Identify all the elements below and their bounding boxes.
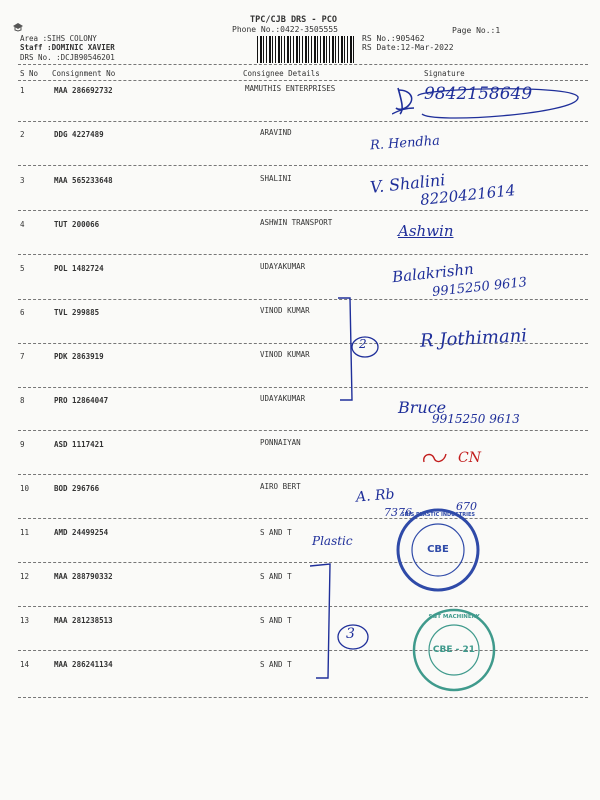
col-header-signature: Signature [424, 69, 465, 78]
divider [18, 387, 588, 388]
signature-phone: 9915250 9613 [432, 412, 520, 426]
signature-name: Balakrishn [391, 259, 475, 287]
divider [18, 697, 588, 698]
area-label: Area :SIHS COLONY [20, 34, 97, 43]
row-consignment: MAA 565233648 [54, 176, 113, 185]
row-consignment: TUT 200066 [54, 220, 100, 229]
signature-phone: 9915250 9613 [431, 275, 528, 300]
row-consignment: MAA 286692732 [54, 86, 113, 95]
divider [18, 254, 588, 255]
row-sno: 8 [20, 396, 25, 405]
row-sno: 3 [20, 176, 25, 185]
row-sno: 4 [20, 220, 25, 229]
row-consignee: VINOD KUMAR [260, 306, 310, 315]
row-consignee: S AND T [260, 572, 292, 581]
row-consignment: BOD 296766 [54, 484, 100, 493]
document-title: TPC/CJB DRS - PCO [250, 15, 337, 25]
stamp-ring-text: S&T MACHINERY [428, 614, 480, 620]
row-consignment: PRO 12864047 [54, 396, 109, 405]
row-sno: 5 [20, 264, 25, 273]
row-sno: 6 [20, 308, 25, 317]
divider [18, 165, 588, 166]
signature-phone: 670 [456, 500, 477, 513]
rs-date: RS Date:12-Mar-2022 [362, 43, 454, 52]
signature-name: V. Shalini [369, 170, 447, 197]
divider [18, 430, 588, 431]
signature-name: Ashwin [398, 222, 454, 240]
divider [18, 299, 588, 300]
row-consignment: MAA 288790332 [54, 572, 113, 581]
row-sno: 10 [20, 484, 30, 493]
col-header-consignment: Consignment No [52, 69, 116, 78]
row-consignment: AMD 24499254 [54, 528, 109, 537]
signature-phone: 7376 [384, 506, 412, 519]
row-consignee: UDAYAKUMAR [260, 262, 306, 271]
row-consignment: POL 1482724 [54, 264, 104, 273]
row-consignment: PDK 2863919 [54, 352, 104, 361]
divider [18, 562, 588, 563]
signature-name: Bruce [398, 398, 447, 417]
signature-scribble [420, 450, 450, 468]
signature-name: A. Rb [355, 486, 396, 506]
stamp-ring-text: SIHS PLASTIC INDUSTRIES [401, 512, 475, 518]
row-consignee: SHALINI [260, 174, 292, 183]
divider [18, 210, 588, 211]
divider [18, 474, 588, 475]
phone-number: Phone No.:0422-3505555 [232, 25, 338, 34]
divider [18, 606, 588, 607]
divider [18, 650, 588, 651]
row-sno: 1 [20, 86, 25, 95]
row-consignment: MAA 281238513 [54, 616, 113, 625]
page-number: Page No.:1 [452, 26, 501, 35]
rs-number: RS No.:905462 [362, 34, 425, 43]
staff-label: Staff :DOMINIC XAVIER [20, 43, 115, 52]
row-consignee: S AND T [260, 528, 292, 537]
row-consignee: S AND T [260, 616, 292, 625]
row-consignee: ASHWIN TRANSPORT [260, 218, 333, 227]
barcode [257, 36, 354, 63]
divider [18, 80, 588, 81]
row-consignment: MAA 286241134 [54, 660, 113, 669]
row-sno: 11 [20, 528, 30, 537]
signature-name: R Jothimani [419, 325, 528, 352]
row-consignee: S AND T [260, 660, 292, 669]
company-stamp [412, 608, 496, 692]
company-stamp [396, 508, 480, 592]
stamp-text: CBE [427, 544, 449, 555]
signature-name: CN [458, 450, 481, 466]
signature-phone: 8220421614 [419, 181, 517, 209]
signature-phone: 9842158649 [424, 84, 533, 104]
row-sno: 13 [20, 616, 30, 625]
row-consignee: MAMUTHIS ENTERPRISES [245, 84, 336, 93]
signature-name: R. Hendha [369, 133, 441, 154]
drs-number: DRS No. :DCJB90546201 [20, 53, 115, 62]
row-sno: 9 [20, 440, 25, 449]
count-mark: 2 [359, 337, 367, 351]
row-consignee: UDAYAKUMAR [260, 394, 306, 403]
row-sno: 2 [20, 130, 25, 139]
row-consignment: TVL 299885 [54, 308, 100, 317]
row-consignee: VINOD KUMAR [260, 350, 310, 359]
handwritten-note: Plastic [312, 534, 353, 548]
stamp-text: CBE - 21 [432, 645, 476, 655]
divider [18, 518, 588, 519]
row-consignee: AIRO BERT [260, 482, 301, 491]
col-header-consignee: Consignee Details [243, 69, 320, 78]
row-sno: 12 [20, 572, 30, 581]
row-sno: 14 [20, 660, 30, 669]
bracket-mark [310, 562, 340, 680]
row-consignee: ARAVIND [260, 128, 292, 137]
count-mark: 3 [346, 626, 355, 642]
row-consignment: DDG 4227489 [54, 130, 104, 139]
row-consignee: PONNAIYAN [260, 438, 301, 447]
row-consignment: ASD 1117421 [54, 440, 104, 449]
divider [18, 64, 588, 65]
col-header-sno: S No [20, 69, 39, 78]
row-sno: 7 [20, 352, 25, 361]
